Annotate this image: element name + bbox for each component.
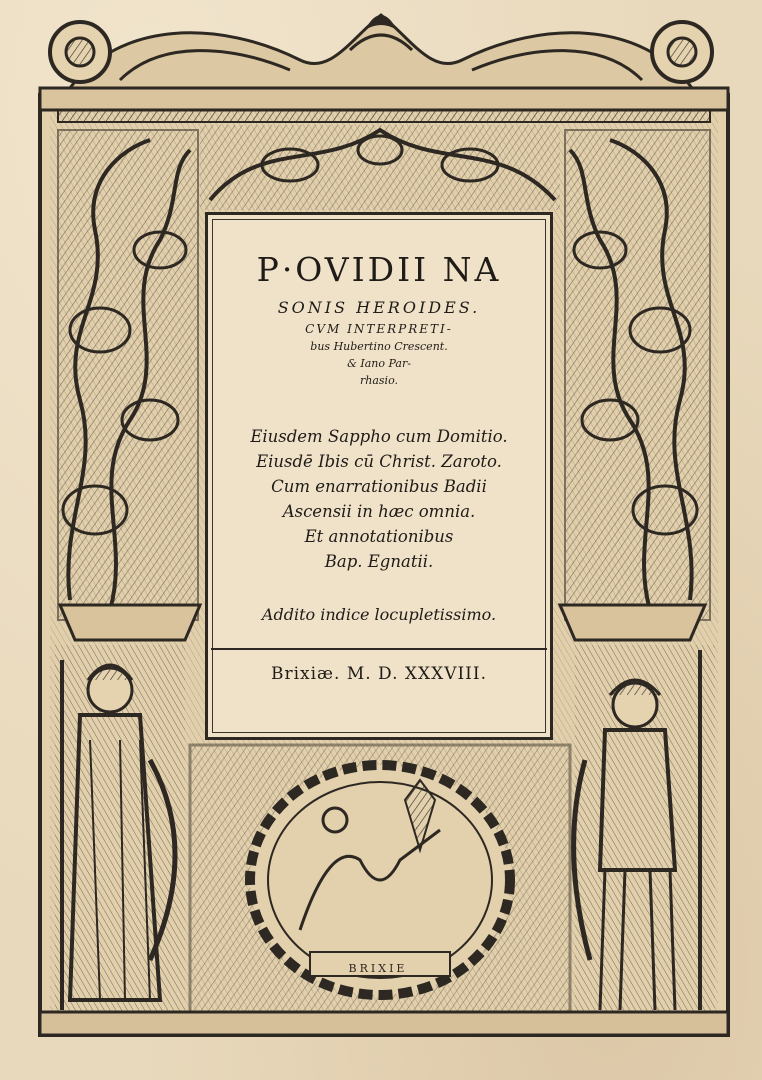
title-panel (205, 212, 553, 740)
title-line: & Iano Par- (347, 357, 411, 370)
contents-line: Bap. Egnatii. (324, 552, 434, 571)
title-line: rhasio. (360, 374, 398, 387)
top-cornice (40, 15, 728, 122)
left-figure-minerva (55, 645, 185, 1015)
bottom-plinth (40, 1012, 728, 1035)
title-line: CVM INTERPRETI- (305, 322, 453, 336)
index-note: Addito indice locupletissimo. (261, 605, 497, 624)
contents-line: Eiusdem Sappho cum Domitio. (250, 427, 508, 446)
imprint-rule (211, 648, 547, 650)
title-line: P·OVIDII NA (256, 250, 502, 289)
left-column-foliage (58, 130, 200, 640)
imprint: Brixiæ. M. D. XXXVIII. (270, 664, 488, 684)
top-foliage (200, 125, 560, 210)
right-figure-mars (574, 645, 715, 1015)
contents-line: Et annotationibus (304, 527, 454, 546)
contents-line: Ascensii in hæc omnia. (282, 502, 476, 521)
contents-line: Eiusdē Ibis cū Christ. Zaroto. (256, 452, 502, 471)
medallion-inscription: BRIXIE (348, 962, 408, 975)
contents-line: Cum enarrationibus Badii (271, 477, 487, 496)
right-column-foliage (560, 130, 710, 640)
title-line: SONIS HEROIDES. (277, 298, 481, 317)
title-line: bus Hubertino Crescent. (310, 340, 448, 353)
